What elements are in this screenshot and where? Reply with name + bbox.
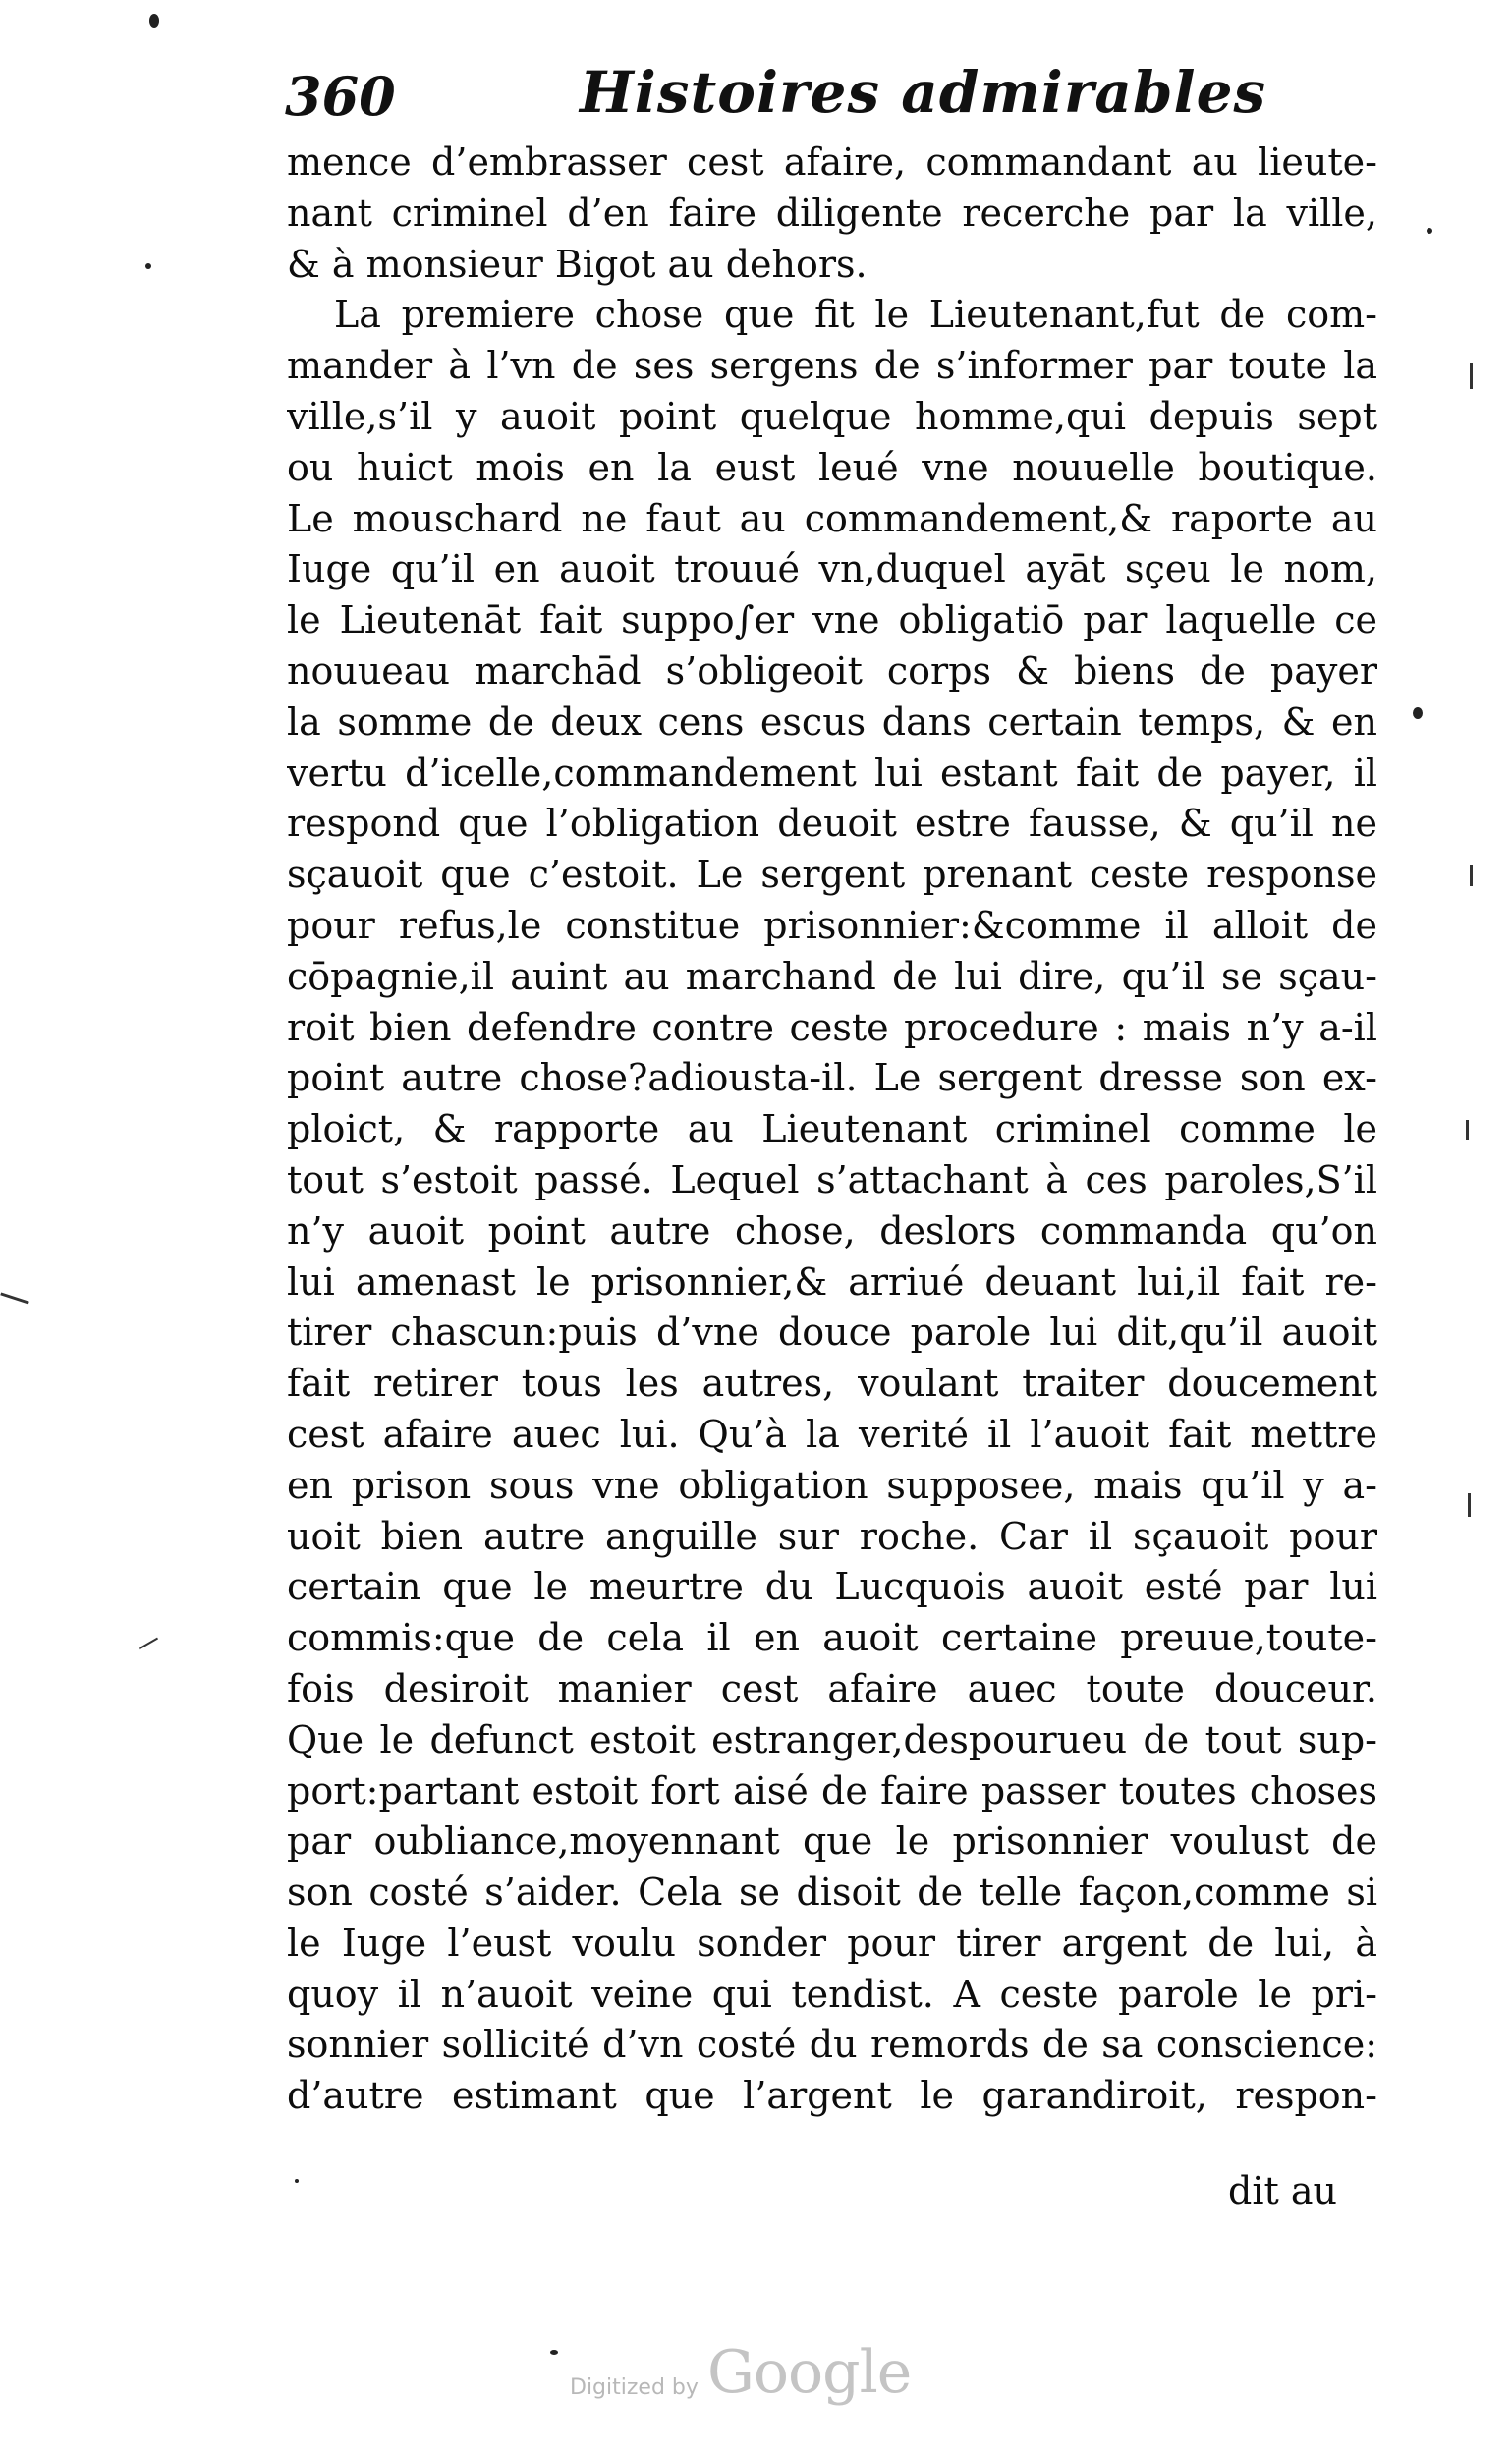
text-line: la somme de deux cens escus dans certain temps, & en [287, 699, 1377, 744]
scan-speck [550, 2350, 558, 2355]
margin-mark [1466, 1120, 1469, 1140]
text-line: certain que le meurtre du Lucquois auoit esté par lui [287, 1565, 1377, 1609]
digitized-watermark [570, 2338, 943, 2417]
text-line: n’y auoit point autre chose, deslors commanda qu’on [287, 1208, 1377, 1253]
margin-mark [139, 1638, 158, 1650]
text-line: respond que l’obligation deuoit estre fausse, & qu’il ne [287, 802, 1377, 846]
text-line: sonnier sollicité d’vn costé du remords de sa conscience: [287, 2023, 1377, 2067]
text-line: point autre chose?adiousta-il. Le sergent dresse son ex- [287, 1056, 1377, 1100]
scan-speck [1427, 228, 1432, 234]
scan-speck [1413, 707, 1423, 719]
running-title: Histoires admirables [580, 59, 1267, 126]
text-line: cest afaire auec lui. Qu’à la verité il l’auoit fait mettre [287, 1412, 1377, 1456]
page-number: 360 [285, 65, 396, 128]
text-line: par oubliance,moyennant que le prisonnier voulust de [287, 1819, 1377, 1864]
text-line: lui amenast le prisonnier,& arriué deuant lui,il fait re- [287, 1259, 1377, 1304]
text-line: & à monsieur Bigot au dehors. [287, 242, 868, 286]
text-line: La premiere chose que fit le Lieutenant,fut de com- [334, 293, 1377, 337]
text-line: tirer chascun:puis d’vne douce parole lui dit,qu’il auoit [287, 1311, 1377, 1355]
scan-speck [149, 14, 159, 28]
text-line: Que le defunct estoit estranger,despourueu de tout sup- [287, 1717, 1377, 1761]
body-text [287, 138, 1377, 2122]
text-line: roit bien defendre contre ceste procedure : mais n’y a-il [287, 1005, 1377, 1049]
margin-mark [0, 1292, 28, 1304]
margin-mark [1470, 865, 1473, 886]
scan-speck [145, 263, 151, 269]
text-line: cōpagnie,il auint au marchand de lui dire, qu’il se sçau- [287, 954, 1377, 998]
text-line: mander à l’vn de ses sergens de s’informer par toute la [287, 344, 1377, 388]
margin-mark [1468, 1493, 1471, 1517]
text-line: le Lieutenāt fait suppo∫er vne obligatiō par laquelle ce [287, 598, 1377, 642]
scan-speck [295, 2179, 299, 2183]
text-line: en prison sous vne obligation supposee, mais qu’il y a- [287, 1463, 1377, 1507]
text-line: fois desiroit manier cest afaire auec toute douceur. [287, 1666, 1377, 1710]
text-line: ploict, & rapporte au Lieutenant criminel comme le [287, 1107, 1377, 1151]
text-line: le Iuge l’eust voulu sonder pour tirer argent de lui, à [287, 1921, 1377, 1965]
catchword: dit au [1228, 2169, 1337, 2212]
text-line: son costé s’aider. Cela se disoit de telle façon,comme si [287, 1870, 1377, 1915]
text-line: tout s’estoit passé. Lequel s’attachant à ces paroles,S’il [287, 1157, 1377, 1201]
text-line: port:partant estoit fort aisé de faire passer toutes choses [287, 1768, 1377, 1813]
text-line: quoy il n’auoit veine qui tendist. A ceste parole le pri- [287, 1972, 1377, 2016]
text-line: Le mouschard ne faut au commandement,& raporte au [287, 496, 1377, 540]
watermark-logo-text: Google [707, 2338, 912, 2407]
text-line: d’autre estimant que l’argent le garandiroit, respon- [287, 2074, 1377, 2118]
text-line: nouueau marchād s’obligeoit corps & biens de payer [287, 648, 1377, 693]
margin-mark [1470, 363, 1473, 389]
watermark-small-text: Digitized by [570, 2375, 699, 2400]
text-line: commis:que de cela il en auoit certaine preuue,toute- [287, 1616, 1377, 1660]
text-line: mence d’embrasser cest afaire, commandant au lieute- [287, 140, 1377, 184]
text-line: fait retirer tous les autres, voulant traiter doucement [287, 1362, 1377, 1406]
page-header [285, 59, 1385, 138]
text-line: sçauoit que c’estoit. Le sergent prenant ceste response [287, 853, 1377, 897]
text-line: pour refus,le constitue prisonnier:&comme il alloit de [287, 903, 1377, 947]
text-line: ville,s’il y auoit point quelque homme,qui depuis sept [287, 394, 1377, 438]
text-line: Iuge qu’il en auoit trouué vn,duquel ayāt sçeu le nom, [287, 547, 1377, 591]
text-line: ou huict mois en la eust leué vne nouuelle boutique. [287, 445, 1377, 489]
text-line: uoit bien autre anguille sur roche. Car il sçauoit pour [287, 1514, 1377, 1558]
text-line: nant criminel d’en faire diligente recerche par la ville, [287, 191, 1377, 235]
text-line: vertu d’icelle,commandement lui estant fait de payer, il [287, 751, 1377, 795]
